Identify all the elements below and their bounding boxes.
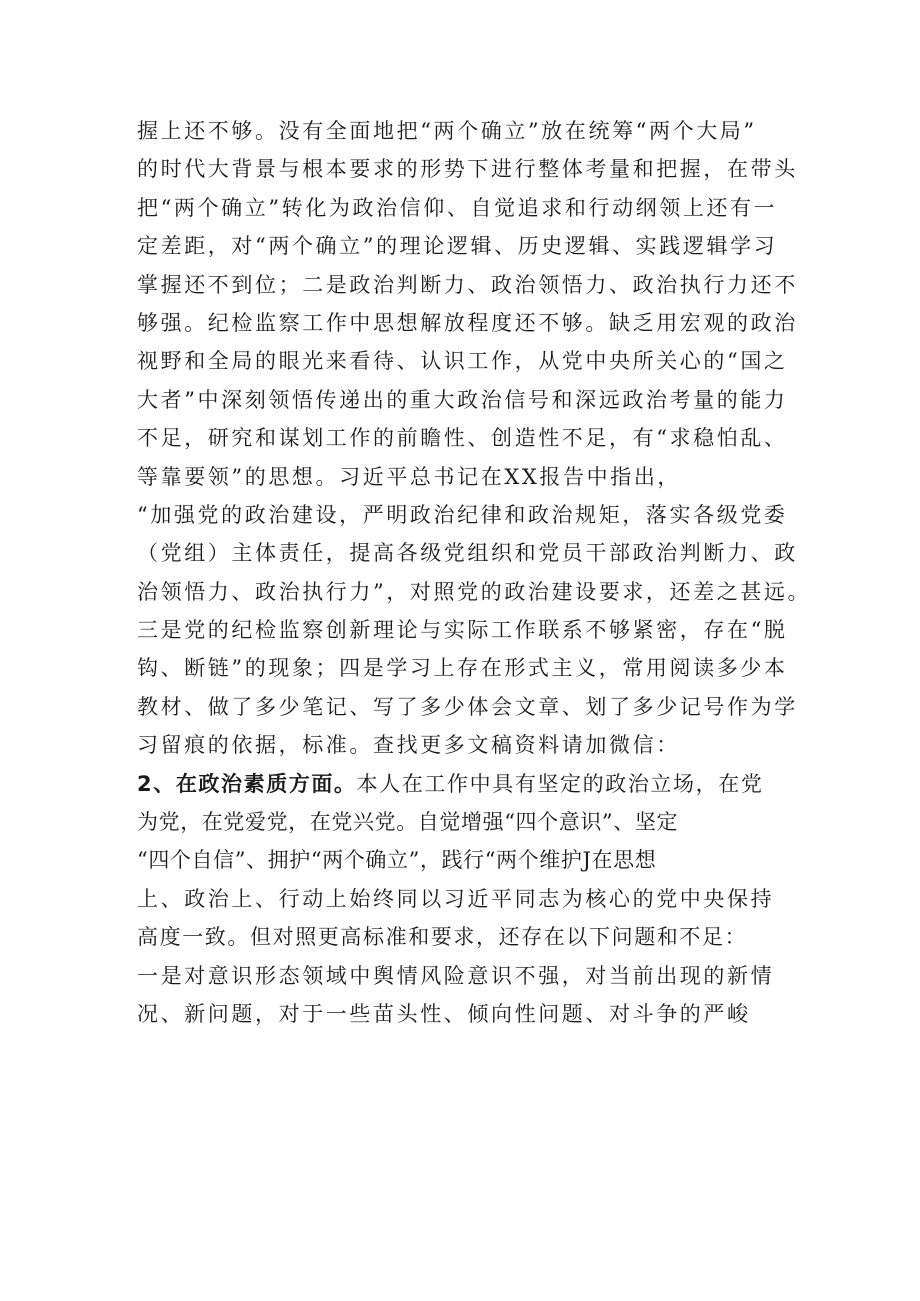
text-line: 况、新问题，对于一些苗头性、倾向性问题、对斗争的严峻 bbox=[137, 1001, 751, 1026]
text-line: “四个自信”、拥护“两个确立”，践行“两个维护J在思想 bbox=[137, 848, 657, 873]
text-line: 视野和全局的眼光来看待、认识工作，从党中央所关心的“国之 bbox=[137, 349, 788, 374]
text-line: （党组）主体责任，提高各级党组织和党员干部政治判断力、政 bbox=[137, 541, 798, 566]
text-line: 够强。纪检监察工作中思想解放程度还不够。缺乏用宏观的政治 bbox=[137, 310, 798, 335]
section-heading: 在政治素质方面。 bbox=[175, 771, 357, 796]
section-number: 2、 bbox=[137, 771, 176, 796]
text-line: 习留痕的依据，标准。查找更多文稿资料请加微信： bbox=[137, 733, 680, 758]
text-line: 钩、断链”的现象；四是学习上存在形式主义，常用阅读多少本 bbox=[137, 656, 788, 681]
text-line: 的时代大背景与根本要求的形势下进行整体考量和把握，在带头 bbox=[137, 157, 798, 182]
text-line: 握上还不够。没有全面地把“两个确立”放在统筹“两个大局” bbox=[137, 119, 757, 143]
section-2-heading-line bbox=[137, 765, 797, 803]
text-line: “加强党的政治建设，严明政治纪律和政治规矩，落实各级党委 bbox=[137, 502, 788, 527]
body-text bbox=[137, 112, 812, 1033]
text-line: 高度一致。但对照更高标准和要求，还存在以下问题和不足： bbox=[137, 925, 748, 950]
text-line: 为党，在党爱党，在党兴党。自觉增强“四个意识”、坚定 bbox=[137, 810, 679, 835]
text-line: 掌握还不到位；二是政治判断力、政治领悟力、政治执行力还不 bbox=[137, 272, 798, 297]
text-line: 定差距，对“两个确立”的理论逻辑、历史逻辑、实践逻辑学习 bbox=[137, 234, 778, 259]
text-line: 等靠要领”的思想。习近平总书记在XX报告中指出， bbox=[137, 464, 682, 489]
text-line: 把“两个确立”转化为政治信仰、自觉追求和行动纲领上还有一 bbox=[137, 195, 778, 220]
text-line: 教材、做了多少笔记、写了多少体会文章、划了多少记号作为学 bbox=[137, 694, 798, 719]
text-line: 三是党的纪检监察创新理论与实际工作联系不够紧密，存在“脱 bbox=[137, 618, 788, 643]
text-line: 大者”中深刻领悟传递出的重大政治信号和深远政治考量的能力 bbox=[137, 387, 788, 412]
section-first-line: 本人在工作中具有坚定的政治立场，在党 bbox=[356, 771, 764, 796]
text-line: 一是对意识形态领域中舆情风险意识不强，对当前出现的新情 bbox=[137, 963, 775, 988]
text-line: 不足，研究和谋划工作的前瞻性、创造性不足，有“求稳怕乱、 bbox=[137, 426, 788, 451]
text-line: 上、政治上、行动上始终同以习近平同志为核心的党中央保持 bbox=[137, 886, 775, 911]
text-line: 治领悟力、政治执行力”，对照党的政治建设要求，还差之甚远。 bbox=[137, 579, 812, 604]
